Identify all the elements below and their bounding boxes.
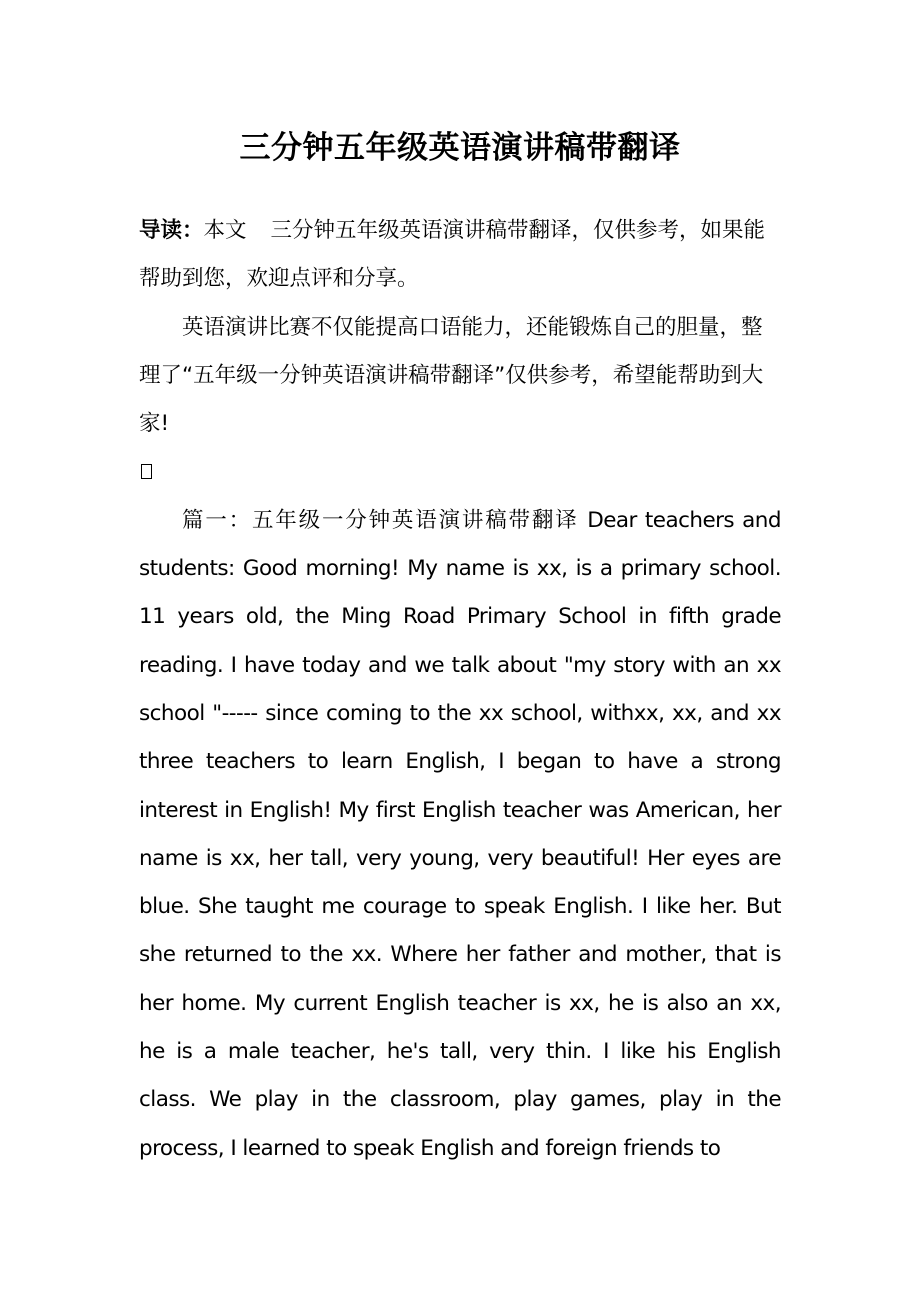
document-title: 三分钟五年级英语演讲稿带翻译 (239, 130, 681, 166)
lead-text-b: 三分钟五年级英语演讲稿带翻译，仅供参考，如果能帮助到您，欢迎点评和分享。 (139, 218, 766, 292)
section-paragraph (139, 497, 781, 1173)
missing-glyph-line (139, 448, 781, 496)
missing-glyph-icon (141, 464, 152, 479)
section-body: Dear teachers and students: Good morning! My name is xx, is a primary school. 11 years old, the Ming Road Primary School in fifth grade reading. I have today and we talk about "my story with an xx school "----- since coming to the xx school, withxx, xx, and xx three teachers to learn English, I began to have a strong interest in English! My first English teacher was American, her name is xx, her tall, very young, very beautiful! Her eyes are blue. She taught me courage to speak English. I like her. But she returned to the xx. Where her father and mother, that is her home. My current English teacher is xx, he is also an xx, he is a male teacher, he's tall, very thin. I like his English class. We play in the classroom, play games, play in the process, I learned to speak English and foreign friends to (139, 507, 781, 1161)
section-heading: 篇一：五年级一分钟英语演讲稿带翻译 (182, 507, 579, 533)
lead-text-a: 本文 (203, 218, 247, 243)
lead-label: 导读： (139, 218, 204, 243)
lead-paragraph (139, 207, 781, 304)
intro-paragraph: 英语演讲比赛不仅能提高口语能力，还能锻炼自己的胆量，整理了“五年级一分钟英语演讲稿带翻译”仅供参考，希望能帮助到大家! (139, 314, 764, 437)
document-body (139, 207, 781, 1173)
